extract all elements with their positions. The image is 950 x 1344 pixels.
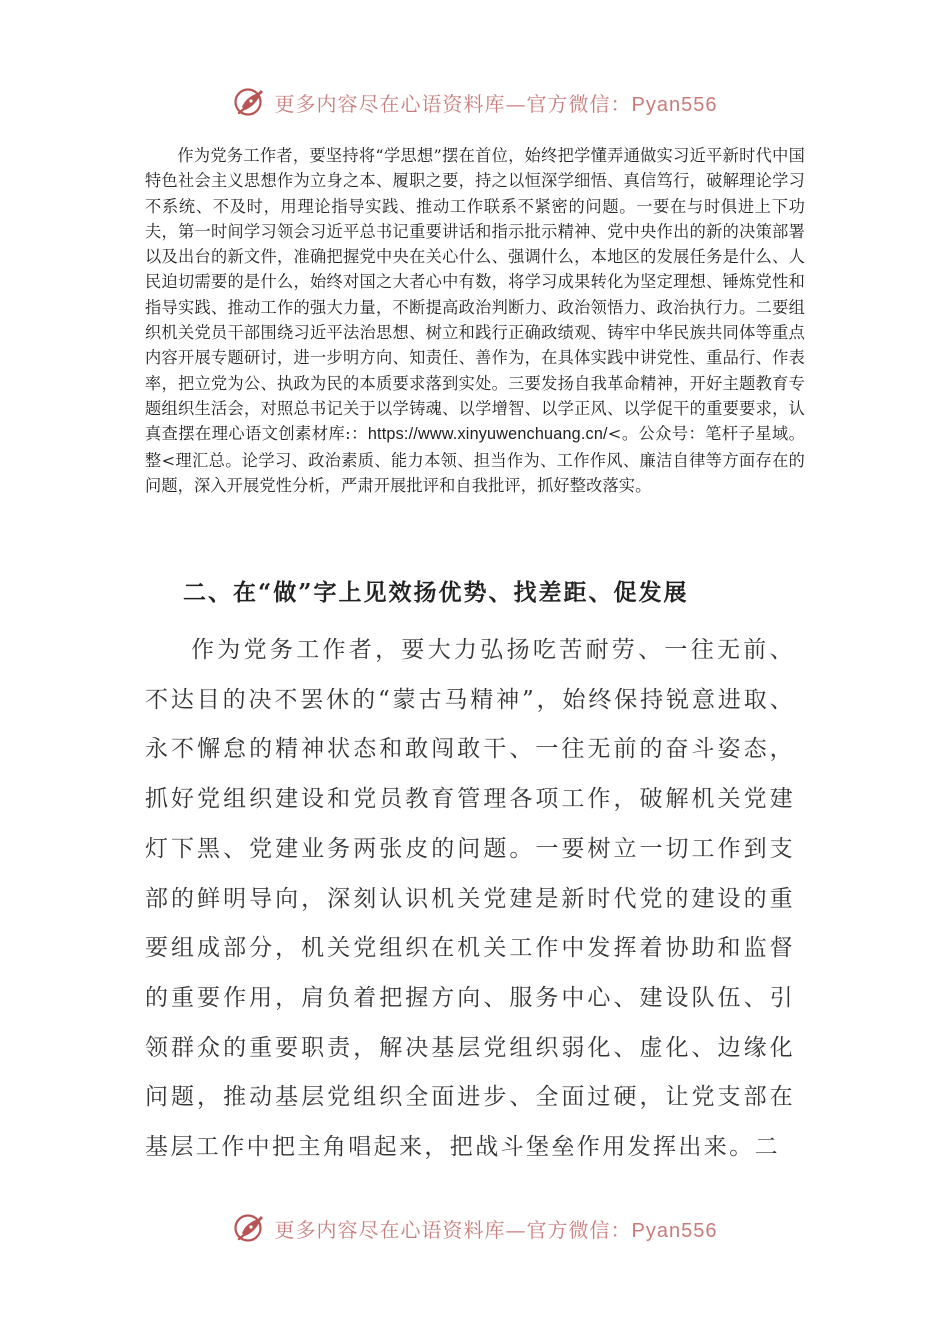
source-url-link[interactable]: https://www.xinyuwenchuang.cn/ — [367, 425, 608, 444]
header-banner — [0, 82, 950, 122]
header-banner-title: 更多内容尽在心语资料库 — [274, 91, 506, 116]
body-paragraph-2: 作为党务工作者，要大力弘扬吃苦耐劳、一往无前、不达目的决不罢休的“蒙古马精神”，始终保持锐意进取、永不懈怠的精神状态和敢闯敢干、一往无前的奋斗姿态，抓好党组织建设和党员教育管理各项工作，破解机关党建灯下黑、党建业务两张皮的问题。一要树立一切工作到支部的鲜明导向，深刻认识机关党建是新时代党的建设的重要组成部分，机关党组织在机关工作中发挥着协助和监督的重要作用，肩负着把握方向、服务中心、建设队伍、引领群众的重要职责，解决基层党组织弱化、虚化、边缘化问题，推动基层党组织全面进步、全面过硬，让党支部在基层工作中把主角唱起来，把战斗堡垒作用发挥出来。二 — [145, 637, 795, 1161]
pen-nib-logo-icon — [233, 1211, 267, 1245]
header-wechat-id: Pyan556 — [631, 93, 718, 116]
footer-wechat-label: 官方微信： — [526, 1217, 632, 1242]
header-banner-text — [275, 88, 718, 117]
footer-wechat-id: Pyan556 — [631, 1219, 718, 1242]
footer-banner — [0, 1208, 950, 1248]
header-banner-separator: — — [505, 91, 527, 116]
footer-banner-text — [275, 1214, 718, 1243]
section-heading-2: 二、在“做”字上见效扬优势、找差距、促发展 — [183, 579, 689, 606]
footer-banner-separator: — — [505, 1217, 527, 1242]
body-paragraph-1 — [145, 143, 805, 498]
footer-banner-title: 更多内容尽在心语资料库 — [274, 1217, 506, 1242]
pen-nib-logo-icon — [233, 85, 267, 119]
paragraph-1-text-a: 作为党务工作者，要坚持将“学思想”摆在首位，始终把学懂弄通做实习近平新时代中国特色社会主义思想作为立身之本、履职之要，持之以恒深学细悟、真信笃行，破解理论学习不系统、不及时，用理论指导实践、推动工作联系不紧密的问题。一要在与时俱进上下功夫，第一时间学习领会习近平总书记重要讲话和指示批示精神、党中央作出的新的决策部署以及出台的新文件，准确把握党中央在关心什么、强调什么，本地区的发展任务是什么、人民迫切需要的是什么，始终对国之大者心中有数，将学习成果转化为坚定理想、锤炼党性和指导实践、推动工作的强大力量，不断提高政治判断力、政治领悟力、政治执行力。二要组织机关党员干部围绕习近平法治思想、树立和践行正确政绩观、铸牢中华民族共同体等重点内容开展专题研讨，进一步明方向、知责任、善作为，在具体实践中讲党性、重品行、作表率，把立党为公、执政为民的本质要求落到实处。三要发扬自我革命精神，开好主题教育专题组织生活会，对照总书记关于以学铸魂、以学增智、以学正风、以学促干的重要要求，认真查摆在理心语文创素材库:： — [145, 146, 805, 444]
paragraph-1-text-b: <。公众号：笔杆子星域。整<理汇总。论学习、政治素质、能力本领、担当作为、工作作风、廉洁自律等方面存在的问题，深入开展党性分析，严肃开展批评和自我批评，抓好整改落实。 — [145, 424, 805, 495]
header-wechat-label: 官方微信： — [526, 91, 632, 116]
